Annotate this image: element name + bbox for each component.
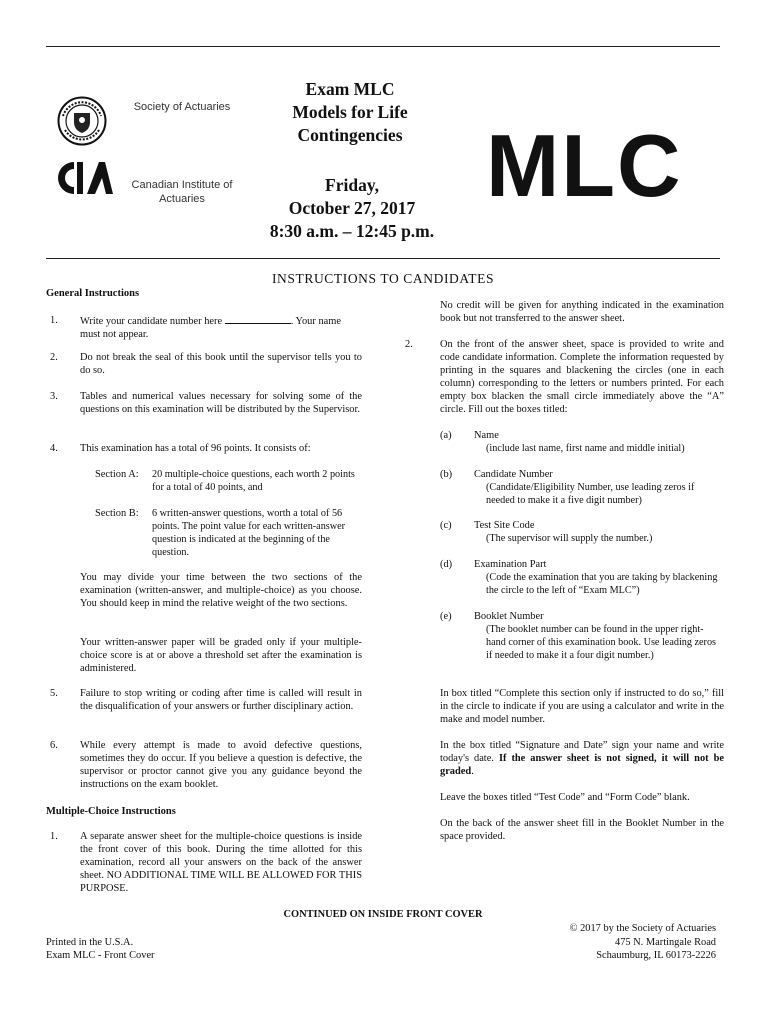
exam-date-line: Friday, xyxy=(325,175,379,195)
item-number: 1. xyxy=(50,831,58,842)
address-line-2: Schaumburg, IL 60173-2226 xyxy=(596,950,716,961)
no-credit-paragraph: No credit will be given for anything indicated in the examination book but not transferred to the answer sheet. xyxy=(440,300,724,324)
subitem-desc: (The booklet number can be found in the upper right-hand corner of this examination book. Use leading zeros if needed to make it a four digit number.) xyxy=(486,624,716,661)
multiple-choice-instruction-1: A separate answer sheet for the multiple-choice questions is inside the front cover of this book. During the time allotted for this examination, record all your answers on the back of the answer sheet. NO ADDITIONAL TIME WILL BE ALLOWED FOR THIS PURPOSE. xyxy=(80,831,362,894)
calculator-paragraph: In box titled “Complete this section only if instructed to do so,” fill in the circle to indicate if you are using a calculator and write in the make and model number. xyxy=(440,688,724,725)
instruction-5: Failure to stop writing or coding after time is called will result in the disqualification of your answers or further disciplinary action. xyxy=(80,688,362,712)
subitem-title: Name xyxy=(474,430,499,441)
section-b-text: 6 written-answer questions, worth a total of 56 points. The point value for each written-answer question is indicated at the beginning of the question. xyxy=(152,508,346,558)
subitem-letter: (c) xyxy=(440,520,452,531)
instruction-1 xyxy=(80,315,362,342)
exam-date-line: October 27, 2017 xyxy=(288,198,416,218)
exam-title-line: Contingencies xyxy=(297,125,403,145)
exam-title xyxy=(250,78,450,147)
signature-period: . xyxy=(471,765,474,777)
subitem-letter: (a) xyxy=(440,430,452,441)
item-number: 2. xyxy=(50,352,58,363)
item-number: 3. xyxy=(50,391,58,402)
subitem-title: Booklet Number xyxy=(474,611,544,622)
exam-title-line: Exam MLC xyxy=(305,79,395,99)
subitem-desc: (include last name, first name and middle initial) xyxy=(486,443,685,454)
exam-code-large: MLC xyxy=(486,116,683,215)
continued-notice: CONTINUED ON INSIDE FRONT COVER xyxy=(283,909,483,920)
subitem-desc: (The supervisor will supply the number.) xyxy=(486,533,653,544)
instruction-4: This examination has a total of 96 points. It consists of: xyxy=(80,443,311,454)
item-number: 5. xyxy=(50,688,58,699)
soa-name: Society of Actuaries xyxy=(133,101,231,113)
answer-sheet-instruction-2: On the front of the answer sheet, space is provided to write and code candidate information. Complete the information requested by printing in the squares and blackening the circles (one in each column) corresponding to the letters or numbers printed. For each empty box blacken the small circle immediately above the “A” circle. Fill out the boxes titled: xyxy=(440,339,724,415)
item-number: 2. xyxy=(405,339,413,350)
address-line-1: 475 N. Martingale Road xyxy=(615,937,716,948)
subitem-desc: (Candidate/Eligibility Number, use leading zeros if needed to make it a five digit number) xyxy=(486,482,695,506)
section-b-label: Section B: xyxy=(95,508,139,519)
item-number: 6. xyxy=(50,740,58,751)
top-rule xyxy=(46,46,720,47)
general-instructions-title: General Instructions xyxy=(46,288,140,299)
signature-text: In the box titled “Signature and Date” sign your name and write today's date. xyxy=(440,740,724,764)
subitem-desc: (Code the examination that you are taking by blackening the circle to the left of “Exam MLC”) xyxy=(486,572,718,596)
header-rule xyxy=(46,258,720,259)
multiple-choice-title: Multiple-Choice Instructions xyxy=(46,806,176,817)
candidate-number-blank xyxy=(225,315,291,324)
subitem-letter: (d) xyxy=(440,559,453,570)
subitem-title: Candidate Number xyxy=(474,469,553,480)
cia-logo xyxy=(56,160,114,196)
section-a-text: 20 multiple-choice questions, each worth 2 points for a total of 40 points, and xyxy=(152,469,355,493)
divide-time-paragraph: You may divide your time between the two sections of the examination (written-answer, and multiple-choice) as you choose. You should keep in mind the relative weight of the two sections. xyxy=(80,572,362,609)
instruction-2: Do not break the seal of this book until the supervisor tells you to do so. xyxy=(80,352,362,376)
exam-title-line: Models for Life xyxy=(292,102,408,122)
item-number: 1. xyxy=(50,315,58,326)
item-number: 4. xyxy=(50,443,58,454)
instruction-6: While every attempt is made to avoid defective questions, sometimes they do occur. If you believe a question is defective, the supervisor or proctor cannot give you any guidance beyond the instructions on the exam booklet. xyxy=(80,740,362,790)
soa-seal-logo xyxy=(57,96,107,146)
booklet-back-paragraph: On the back of the answer sheet fill in the Booklet Number in the space provided. xyxy=(440,818,724,842)
grading-paragraph: Your written-answer paper will be graded only if your multiple-choice score is at or above a threshold set after the examination is administered. xyxy=(80,637,362,674)
cover-label: Exam MLC - Front Cover xyxy=(46,950,155,961)
subitem-letter: (b) xyxy=(440,469,453,480)
printed-in: Printed in the U.S.A. xyxy=(46,937,134,948)
subitem-letter: (e) xyxy=(440,611,452,622)
subitem-title: Test Site Code xyxy=(474,520,535,531)
instruction-1-text-end: . Your name xyxy=(290,316,341,327)
section-a-label: Section A: xyxy=(95,469,139,480)
instructions-heading: INSTRUCTIONS TO CANDIDATES xyxy=(271,271,495,286)
instruction-1-text-line2: must not appear. xyxy=(80,328,149,340)
exam-date-line: 8:30 a.m. – 12:45 p.m. xyxy=(269,221,435,241)
exam-date xyxy=(230,174,474,243)
instruction-3: Tables and numerical values necessary for solving some of the questions on this examination will be distributed by the Supervisor. xyxy=(80,391,362,415)
signature-paragraph xyxy=(440,740,724,779)
subitem-title: Examination Part xyxy=(474,559,547,570)
copyright: © 2017 by the Society of Actuaries xyxy=(569,923,716,934)
leave-blank-paragraph: Leave the boxes titled “Test Code” and “Form Code” blank. xyxy=(440,792,690,803)
cia-name: Canadian Institute of Actuaries xyxy=(131,179,233,205)
instruction-1-text: Write your candidate number here xyxy=(80,316,223,327)
signature-warning: If the answer sheet is not signed, it will not be graded xyxy=(440,752,724,777)
